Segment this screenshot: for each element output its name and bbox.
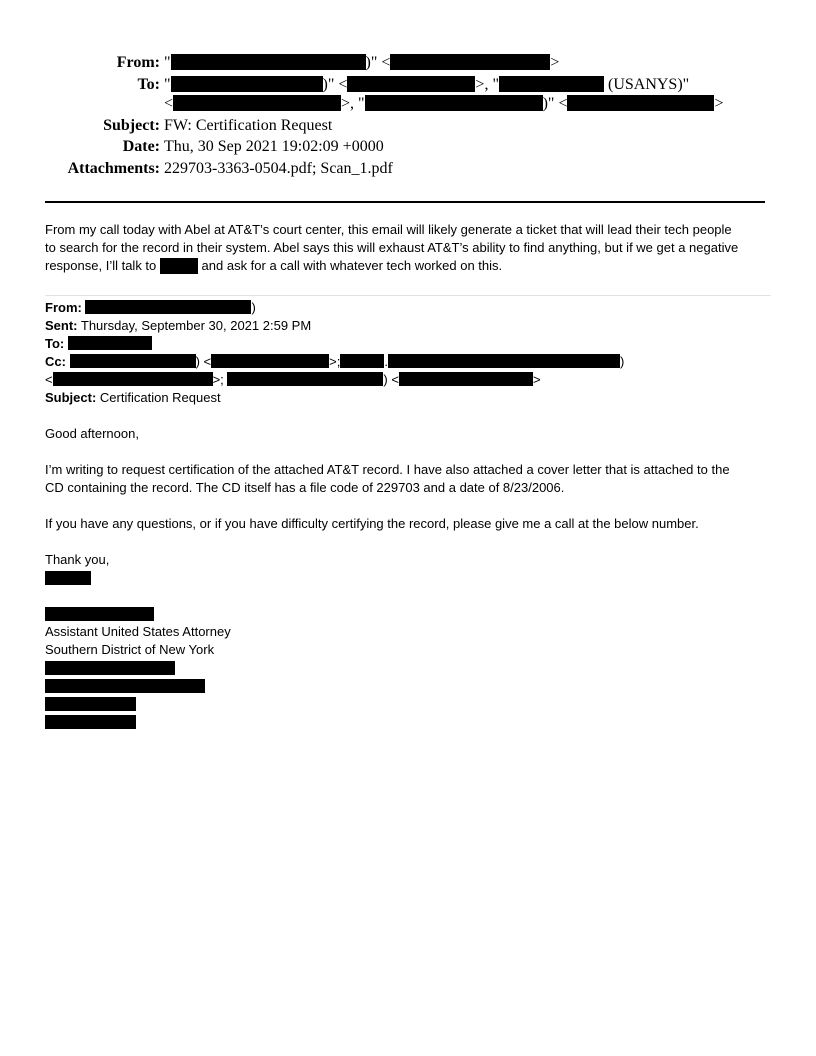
redaction — [171, 54, 366, 70]
signature-office: Southern District of New York — [45, 642, 215, 657]
redaction — [390, 54, 550, 70]
redaction — [227, 372, 383, 386]
body-para-1-line-2: CD containing the record. The CD itself has a file code of 229703 and a date of 8/23/2006. — [45, 480, 565, 495]
redaction — [45, 715, 136, 729]
redaction — [399, 372, 533, 386]
email-header — [0, 0, 816, 200]
redaction — [171, 76, 323, 92]
redaction — [68, 336, 152, 350]
forward-divider — [45, 295, 771, 296]
redaction — [45, 697, 136, 711]
from-label: From: — [116, 54, 160, 71]
fwd-sent-row — [45, 317, 311, 335]
note-line-3: response, I’ll talk to and ask for a call with whatever tech worked on this. — [45, 258, 503, 273]
redaction — [70, 354, 196, 368]
redaction — [45, 661, 175, 675]
subject-value: FW: Certification Request — [164, 117, 333, 134]
attachments-label: Attachments: — [67, 160, 160, 177]
body-para-2: If you have any questions, or if you have difficulty certifying the record, please give me a call at the below number. — [45, 516, 699, 531]
greeting: Good afternoon, — [45, 426, 139, 441]
redaction — [340, 354, 384, 368]
fwd-subject-label: Subject: — [45, 390, 97, 405]
redaction — [45, 607, 154, 621]
fwd-to-row — [45, 335, 152, 353]
redaction — [347, 76, 475, 92]
redaction — [45, 571, 91, 585]
redaction — [173, 95, 341, 111]
note-line-2: to search for the record in their system. Abel says this will exhaust AT&T’s ability to find anything, but if we get a negative — [45, 240, 739, 255]
redaction — [365, 95, 543, 111]
redaction — [160, 258, 198, 274]
header-to-row: To: " )" < >, " (USANYS)" — [137, 76, 690, 93]
fwd-cc-row-cont: < >; ) < > — [45, 372, 541, 387]
header-subject-row — [0, 115, 816, 136]
signature-title: Assistant United States Attorney — [45, 624, 231, 639]
date-value: Thu, 30 Sep 2021 19:02:09 +0000 — [164, 138, 384, 155]
to-label: To: — [137, 76, 160, 93]
fwd-from-row: From: ) — [45, 300, 256, 315]
to-usanys: (USANYS)" — [607, 76, 690, 93]
fwd-to-label: To: — [45, 336, 65, 351]
redaction — [53, 372, 213, 386]
header-to-row-cont: < >, " )" < > — [164, 95, 724, 112]
attachments-value: 229703-3363-0504.pdf; Scan_1.pdf — [164, 160, 393, 177]
fwd-sent-label: Sent: — [45, 318, 78, 333]
header-attachments-row — [0, 158, 816, 179]
note-line-1: From my call today with Abel at AT&T’s court center, this email will likely generate a ticket that will lead their tech people — [45, 222, 732, 237]
fwd-sent-value: Thursday, September 30, 2021 2:59 PM — [80, 318, 312, 333]
fwd-cc-label: Cc: — [45, 354, 66, 369]
fwd-subject-row — [45, 389, 221, 407]
redaction — [85, 300, 251, 314]
redaction — [211, 354, 329, 368]
closing: Thank you, — [45, 552, 110, 567]
fwd-from-label: From: — [45, 300, 82, 315]
redaction — [499, 76, 604, 92]
date-label: Date: — [122, 138, 160, 155]
header-date-row — [0, 136, 816, 157]
redaction — [45, 679, 205, 693]
body-para-1-line-1: I’m writing to request certification of the attached AT&T record. I have also attached a cover letter that is attached to the — [45, 462, 730, 477]
fwd-cc-row: Cc: ) < >; . ) — [45, 354, 625, 369]
subject-label: Subject: — [103, 117, 160, 134]
header-from-row: From: " )" < > — [116, 54, 560, 71]
fwd-subject-value: Certification Request — [99, 390, 221, 405]
redaction — [567, 95, 714, 111]
redaction — [388, 354, 620, 368]
header-divider — [45, 201, 765, 203]
